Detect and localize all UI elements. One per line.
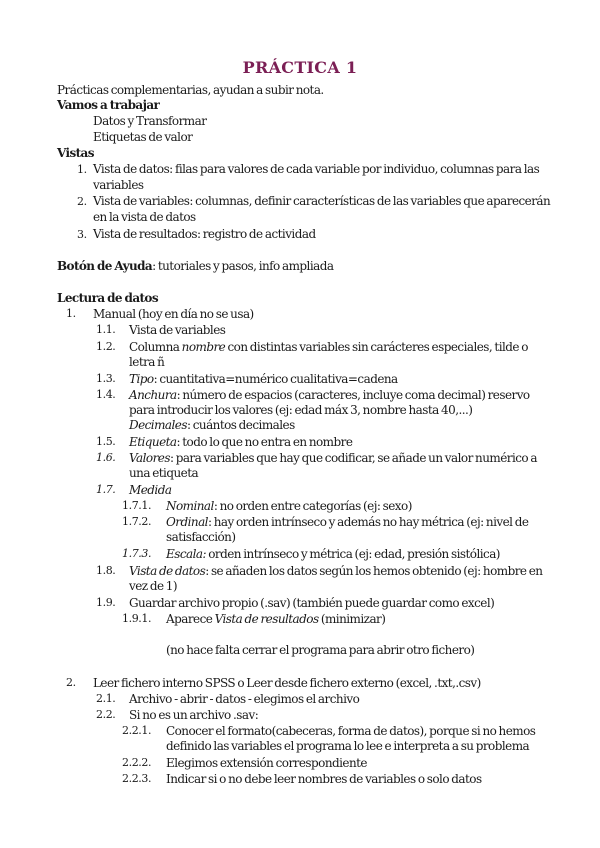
list-number: 1.7. [96,483,116,496]
list-number: 2.2.1. [122,724,152,737]
list-number: 1.1. [96,323,116,336]
item-1-7: Medida [129,483,172,497]
list-number: 2.1. [96,692,116,705]
item-1-6-cont: una etiqueta [129,466,199,480]
text-run: Columna [129,340,182,354]
item-1-7-2-cont: satisfacción) [166,530,236,544]
item-2-2-3: Indicar si o no debe leer nombres de variables o solo datos [166,772,482,786]
text-emphasis: Etiqueta [129,435,177,449]
text-emphasis: Nominal [166,499,214,513]
vistas-item-line: Vista de datos: filas para valores de cada variable por individuo, columnas para las [93,162,540,176]
text-run: : todo lo que no entra en nombre [176,435,353,449]
ayuda-line [57,259,333,273]
item-1-7-1 [166,499,412,513]
text-emphasis: Anchura [129,388,177,402]
lectura-heading: Lectura de datos [57,291,158,305]
vamos-item: Etiquetas de valor [93,130,193,144]
vamos-item: Datos y Transformar [93,114,207,128]
list-number: 2.2. [96,708,116,721]
item-1-4 [129,388,530,402]
item-1-8-cont: vez de 1) [129,579,177,593]
list-number: 2.2.2. [122,756,152,769]
intro-text: Prácticas complementarias, ayudan a subir nota. [57,83,324,97]
text-emphasis: Decimales [129,418,187,432]
text-run: orden intrínseco y métrica (ej: edad, presión sistólica) [205,547,500,561]
item-1-9: Guardar archivo propio (.sav) (también puede guardar como excel) [129,596,495,610]
list-number: 2. [66,676,76,689]
text-emphasis: Vista de datos [129,564,206,578]
text-run: : se añaden los datos según los hemos obtenido (ej: hombre en [205,564,543,578]
text-run: : cuantitativa=numérico cualitativa=cadena [153,372,398,386]
vistas-item-line: Vista de variables: columnas, definir características de las variables que aparecerán [93,194,551,208]
list-number: 1.8. [96,564,116,577]
ayuda-text: : tutoriales y pasos, info ampliada [152,259,334,273]
item-1-7-3 [166,547,500,561]
item-1-3 [129,372,398,386]
text-emphasis: Valores [129,451,170,465]
vamos-heading: Vamos a trabajar [57,98,160,112]
item-1-4-decimales [129,418,295,432]
vistas-item-line: en la vista de datos [93,210,196,224]
item-1-7-2 [166,515,528,529]
list-number: 1. [77,163,87,176]
item-2-2-1: Conocer el formato(cabeceras, forma de datos), porque si no hemos [166,724,536,738]
item-1-8 [129,564,542,578]
item-2-2: Si no es un archivo .sav: [129,708,259,722]
text-emphasis: Escala: [166,547,206,561]
list-number: 1.7.2. [122,515,152,528]
text-run: : número de espacios (caracteres, incluye coma decimal) reservo [176,388,530,402]
vistas-item-line: Vista de resultados: registro de actividad [93,227,316,241]
item-2-2-1-cont: definido las variables el programa lo lee e interpreta a su problema [166,739,530,753]
vistas-item-line: variables [93,178,144,192]
list-number: 2.2.3. [122,772,152,785]
list-number: 2. [77,195,87,208]
item-1-1: Vista de variables [129,323,226,337]
list-number: 1.9. [96,596,116,609]
text-run: (minimizar) [318,612,386,626]
list-number: 1.5. [96,435,116,448]
list-number: 1.7.1. [122,499,152,512]
list-number: 1.9.1. [122,612,152,625]
item-2-1: Archivo - abrir - datos - elegimos el archivo [129,692,360,706]
text-run: : no orden entre categorías (ej: sexo) [213,499,412,513]
item-1-2-cont: letra ñ [129,355,165,369]
list-number: 1.7.3. [122,547,152,560]
vistas-heading: Vistas [57,146,94,160]
section-2-text: Leer fichero interno SPSS o Leer desde fichero externo (excel, .txt,.csv) [93,676,481,690]
list-number: 1. [66,307,76,320]
list-number: 1.6. [96,451,116,464]
section-1-text: Manual (hoy en día no se usa) [93,307,254,321]
item-1-6 [129,451,537,465]
text-emphasis: nombre [181,340,226,354]
text-emphasis: Ordinal [166,515,208,529]
item-1-5 [129,435,352,449]
list-number: 1.4. [96,388,116,401]
item-1-2 [129,340,528,354]
text-emphasis: Tipo [129,372,154,386]
text-run: con distintas variables sin carácteres especiales, tilde o [225,340,528,354]
text-run: : hay orden intrínseco y además no hay métrica (ej: nivel de [207,515,529,529]
page-title: PRÁCTICA 1 [242,58,358,77]
text-run: Aparece [166,612,215,626]
text-run: : para variables que hay que codificar, se añade un valor numérico a [169,451,537,465]
ayuda-label: Botón de Ayuda [57,259,153,273]
item-2-2-2: Elegimos extensión correspondiente [166,756,367,770]
item-1-9-1 [166,612,385,626]
text-emphasis: Vista de resultados [214,612,319,626]
list-number: 3. [77,228,87,241]
list-number: 1.2. [96,340,116,353]
list-number: 1.3. [96,372,116,385]
item-1-9-1-note: (no hace falta cerrar el programa para abrir otro fichero) [166,643,475,657]
item-1-4-cont: para introducir los valores (ej: edad máx 3, nombre hasta 40,...) [129,403,473,417]
text-run: : cuántos decimales [186,418,295,432]
